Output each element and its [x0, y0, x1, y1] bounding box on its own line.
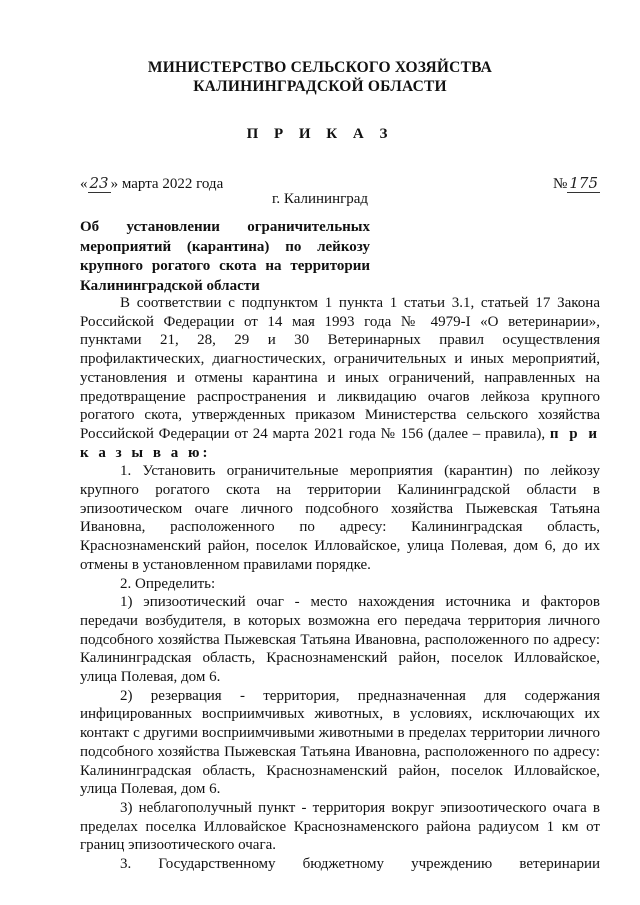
date-open-quote: « — [80, 176, 88, 192]
city-line: г. Калининград — [271, 191, 369, 207]
item-2-2-paragraph: 2) резервация - территория, предназначенная для содержания инфицированных восприимчивых животных, в условиях, исключающих их контакт с другими восприимчивыми животными в пределах территории личного подсобного хозяйства Пыжевская Татьяна Ивановна, расположенного по адресу: Калининградская область, Краснознаменский район, поселок Илловайское, улица Полевая, дом 6. — [80, 687, 600, 798]
ministry-line-2: КАЛИНИНГРАДСКОЙ ОБЛАСТИ — [193, 78, 447, 95]
ministry-header — [0, 58, 640, 96]
order-subject: Об установлении ограничительных мероприятий (карантина) по лейкозу крупного рогатого скота на территории Калининградской области — [80, 219, 370, 294]
document-type-title: П Р И К А З — [246, 126, 394, 142]
date-day-handwritten: 23 — [89, 174, 109, 192]
preamble-text: В соответствии с подпунктом 1 пункта 1 статьи 3.1, статьей 17 Закона Российской Федерации от 14 мая 1993 года № 4979-I «О ветеринарии», пунктами 21, 28, 29 и 30 Ветеринарных правил осуществления профилактических, диагностических, ограничительных и иных мероприятий, установления и отмены карантина и иных ограничений, направленных на предотвращение распространения и ликвидацию очагов лейкоза крупного рогатого скота, утвержденных приказом Министерства сельского хозяйства Российской Федерации от 24 марта 2021 года № 156 (далее – правила), — [80, 295, 600, 442]
item-3-paragraph: 3. Государственному бюджетному учреждению ветеринарии — [120, 856, 600, 873]
item-2-3-paragraph: 3) неблагополучный пункт - территория вокруг эпизоотического очага в пределах поселка Илловайское Краснознаменского района радиусом 1 км от границ эпизоотического очага. — [80, 799, 600, 854]
ministry-line-1: МИНИСТЕРСТВО СЕЛЬСКОГО ХОЗЯЙСТВА — [147, 59, 493, 76]
item-2-1-paragraph: 1) эпизоотический очаг - место нахождения источника и факторов передачи возбудителя, в которых возможна его передача территория личного подсобного хозяйства Пыжевская Татьяна Ивановна, расположенного по адресу: Калининградская область, Краснознаменский район, поселок Илловайское, улица Полевая, дом 6. — [80, 594, 600, 686]
number-prefix: № — [553, 176, 568, 192]
order-body — [80, 294, 600, 874]
number-value-handwritten: 175 — [569, 174, 598, 192]
date-rest: » марта 2022 года — [110, 176, 224, 192]
item-1-paragraph: 1. Установить ограничительные мероприятия (карантин) по лейкозу крупного рогатого скота на территории Калининградской области в эпизоотическом очаге личного подсобного хозяйства Пыжевская Татьяна Ивановна, расположенного по адресу: Калининградская область, Краснознаменский район, поселок Илловайское, улица Полевая, дом 6, до их отмены в установленном правилами порядке. — [80, 463, 600, 573]
order-word: п р и к а з ы в а ю: — [80, 425, 601, 461]
preamble-paragraph — [80, 294, 600, 462]
item-2-paragraph: 2. Определить: — [120, 575, 216, 592]
